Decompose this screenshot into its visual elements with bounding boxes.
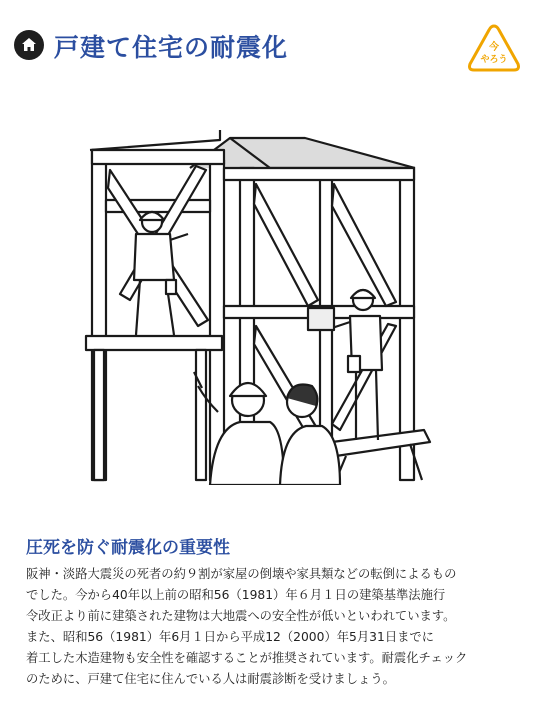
page-header bbox=[14, 22, 526, 82]
seismic-retrofit-illustration bbox=[70, 130, 470, 485]
body-line: また、昭和56（1981）年6月１日から平成12（2000）年5月31日までに bbox=[26, 630, 435, 644]
body-line: のために、戸建て住宅に住んでいる人は耐震診断を受けましょう。 bbox=[26, 672, 395, 686]
body-line: 阪神・淡路大震災の死者の約９割が家屋の倒壊や家具類などの転倒によるもの bbox=[26, 567, 457, 581]
body-paragraph bbox=[26, 564, 516, 690]
badge-label-top: 今 bbox=[489, 42, 499, 53]
ima-yarou-badge bbox=[466, 22, 522, 76]
badge-label-bottom: やろう bbox=[480, 55, 508, 65]
house-icon bbox=[14, 30, 44, 60]
body-line: 着工した木造建物も安全性を確認することが推奨されています。耐震化チェック bbox=[26, 651, 468, 665]
page-title: 戸建て住宅の耐震化 bbox=[54, 33, 289, 62]
body-line: 令改正より前に建築された建物は大地震への安全性が低いといわれています。 bbox=[26, 609, 456, 623]
body-line: でした。今から40年以上前の昭和56（1981）年６月１日の建築基準法施行 bbox=[26, 588, 446, 602]
section-title: 圧死を防ぐ耐震化の重要性 bbox=[26, 538, 230, 558]
